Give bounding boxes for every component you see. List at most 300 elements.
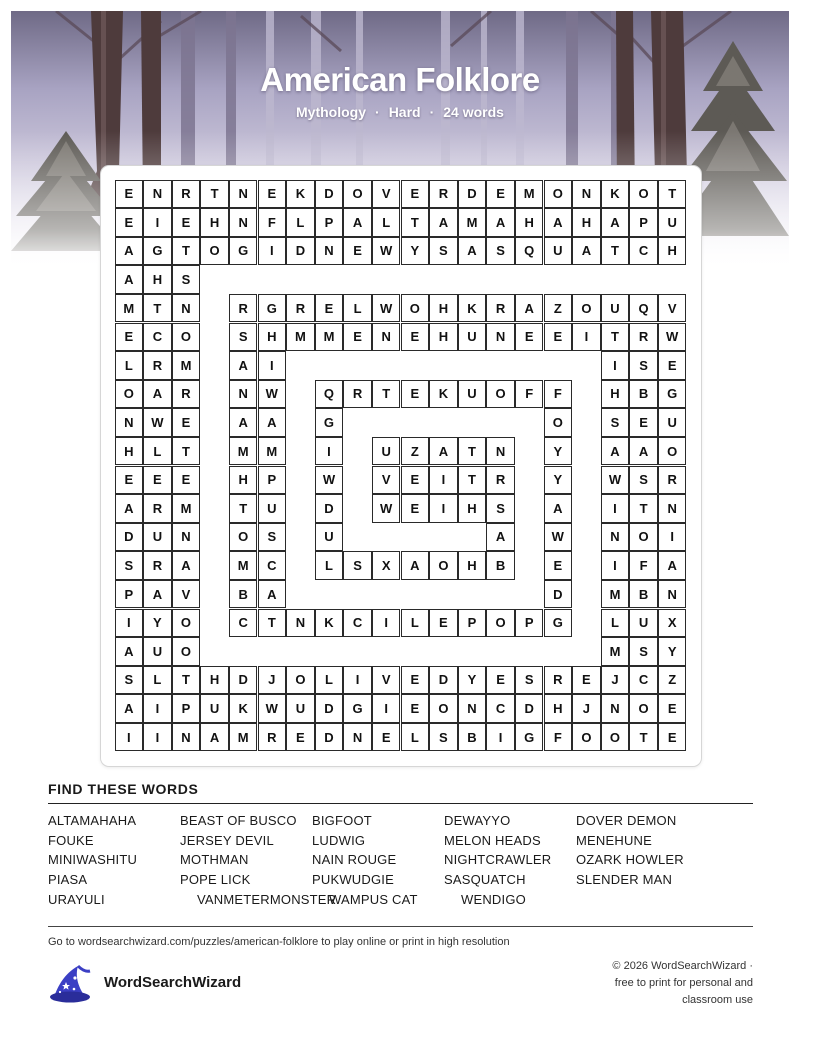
grid-cell[interactable]: O (200, 237, 229, 266)
grid-cell[interactable]: F (515, 380, 544, 409)
grid-cell[interactable]: H (658, 237, 687, 266)
grid-cell[interactable]: I (143, 723, 172, 752)
grid-cell[interactable]: R (429, 180, 458, 209)
grid-cell[interactable]: N (658, 580, 687, 609)
grid-cell[interactable]: U (200, 694, 229, 723)
grid-cell[interactable]: N (372, 323, 401, 352)
grid-cell[interactable]: R (486, 466, 515, 495)
grid-cell[interactable]: E (629, 408, 658, 437)
grid-cell[interactable]: M (172, 351, 201, 380)
grid-cell[interactable]: I (115, 609, 144, 638)
grid-cell[interactable]: Z (401, 437, 430, 466)
grid-cell[interactable]: W (372, 237, 401, 266)
grid-cell[interactable]: N (172, 294, 201, 323)
grid-cell[interactable]: D (229, 666, 258, 695)
grid-cell[interactable]: H (429, 294, 458, 323)
grid-cell[interactable]: I (486, 723, 515, 752)
grid-cell[interactable]: O (115, 380, 144, 409)
grid-cell[interactable]: I (258, 351, 287, 380)
grid-cell[interactable]: I (258, 237, 287, 266)
grid-cell[interactable]: O (429, 551, 458, 580)
grid-cell[interactable]: D (115, 523, 144, 552)
grid-cell[interactable]: R (172, 180, 201, 209)
grid-cell[interactable]: I (343, 666, 372, 695)
grid-cell[interactable]: M (258, 437, 287, 466)
grid-cell[interactable]: A (486, 523, 515, 552)
grid-cell[interactable]: U (458, 323, 487, 352)
grid-cell[interactable]: R (229, 294, 258, 323)
grid-cell[interactable]: E (658, 694, 687, 723)
grid-cell[interactable]: A (172, 551, 201, 580)
grid-cell[interactable]: U (658, 408, 687, 437)
grid-cell[interactable]: P (629, 208, 658, 237)
grid-cell[interactable]: E (115, 323, 144, 352)
grid-cell[interactable]: O (572, 294, 601, 323)
grid-cell[interactable]: T (601, 237, 630, 266)
grid-cell[interactable]: E (372, 723, 401, 752)
grid-cell[interactable]: K (601, 180, 630, 209)
grid-cell[interactable]: Q (515, 237, 544, 266)
grid-cell[interactable]: M (601, 637, 630, 666)
grid-cell[interactable]: I (372, 694, 401, 723)
grid-cell[interactable]: O (229, 523, 258, 552)
grid-cell[interactable]: M (229, 723, 258, 752)
grid-cell[interactable]: E (401, 180, 430, 209)
grid-cell[interactable]: P (115, 580, 144, 609)
grid-cell[interactable]: N (229, 180, 258, 209)
grid-cell[interactable]: F (544, 380, 573, 409)
grid-cell[interactable]: N (172, 723, 201, 752)
grid-cell[interactable]: L (115, 351, 144, 380)
grid-cell[interactable]: B (229, 580, 258, 609)
grid-cell[interactable]: H (572, 208, 601, 237)
grid-cell[interactable]: L (343, 294, 372, 323)
grid-cell[interactable]: S (629, 351, 658, 380)
grid-cell[interactable]: N (315, 237, 344, 266)
grid-cell[interactable]: H (544, 694, 573, 723)
grid-cell[interactable]: U (143, 523, 172, 552)
grid-cell[interactable]: D (315, 180, 344, 209)
grid-cell[interactable]: E (401, 666, 430, 695)
grid-cell[interactable]: E (515, 323, 544, 352)
grid-cell[interactable]: O (486, 609, 515, 638)
grid-cell[interactable]: A (601, 437, 630, 466)
grid-cell[interactable]: Y (544, 466, 573, 495)
grid-cell[interactable]: U (601, 294, 630, 323)
grid-cell[interactable]: T (258, 609, 287, 638)
grid-cell[interactable]: P (458, 609, 487, 638)
grid-cell[interactable]: A (343, 208, 372, 237)
grid-cell[interactable]: O (172, 323, 201, 352)
grid-cell[interactable]: E (172, 408, 201, 437)
grid-cell[interactable]: S (115, 551, 144, 580)
grid-cell[interactable]: E (143, 466, 172, 495)
grid-cell[interactable]: D (315, 694, 344, 723)
grid-cell[interactable]: W (658, 323, 687, 352)
grid-cell[interactable]: A (143, 380, 172, 409)
grid-cell[interactable]: C (629, 237, 658, 266)
grid-cell[interactable]: V (172, 580, 201, 609)
grid-cell[interactable]: F (544, 723, 573, 752)
grid-cell[interactable]: E (401, 494, 430, 523)
grid-cell[interactable]: E (286, 723, 315, 752)
grid-cell[interactable]: N (343, 723, 372, 752)
grid-cell[interactable]: T (601, 323, 630, 352)
grid-cell[interactable]: H (429, 323, 458, 352)
grid-cell[interactable]: U (315, 523, 344, 552)
grid-cell[interactable]: T (172, 437, 201, 466)
grid-cell[interactable]: T (372, 380, 401, 409)
grid-cell[interactable]: W (315, 466, 344, 495)
grid-cell[interactable]: N (115, 408, 144, 437)
grid-cell[interactable]: Q (629, 294, 658, 323)
grid-cell[interactable]: R (143, 351, 172, 380)
grid-cell[interactable]: M (315, 323, 344, 352)
grid-cell[interactable]: E (401, 466, 430, 495)
grid-cell[interactable]: G (658, 380, 687, 409)
grid-cell[interactable]: M (229, 551, 258, 580)
grid-cell[interactable]: D (544, 580, 573, 609)
grid-cell[interactable]: E (486, 666, 515, 695)
grid-cell[interactable]: W (258, 694, 287, 723)
grid-cell[interactable]: O (172, 609, 201, 638)
grid-cell[interactable]: G (258, 294, 287, 323)
grid-cell[interactable]: O (601, 723, 630, 752)
grid-cell[interactable]: O (172, 637, 201, 666)
grid-cell[interactable]: E (429, 609, 458, 638)
grid-cell[interactable]: S (115, 666, 144, 695)
grid-cell[interactable]: O (401, 294, 430, 323)
grid-cell[interactable]: I (429, 466, 458, 495)
grid-cell[interactable]: A (486, 208, 515, 237)
grid-cell[interactable]: W (601, 466, 630, 495)
grid-cell[interactable]: T (629, 723, 658, 752)
grid-cell[interactable]: A (629, 437, 658, 466)
grid-cell[interactable]: W (143, 408, 172, 437)
grid-cell[interactable]: O (544, 408, 573, 437)
grid-cell[interactable]: M (172, 494, 201, 523)
grid-cell[interactable]: E (172, 208, 201, 237)
grid-cell[interactable]: T (172, 666, 201, 695)
grid-cell[interactable]: I (143, 694, 172, 723)
grid-cell[interactable]: L (401, 609, 430, 638)
grid-cell[interactable]: S (515, 666, 544, 695)
grid-cell[interactable]: P (258, 466, 287, 495)
grid-cell[interactable]: T (458, 437, 487, 466)
grid-cell[interactable]: C (258, 551, 287, 580)
grid-cell[interactable]: L (401, 723, 430, 752)
grid-cell[interactable]: L (286, 208, 315, 237)
grid-cell[interactable]: I (429, 494, 458, 523)
grid-cell[interactable]: E (343, 323, 372, 352)
grid-cell[interactable]: G (143, 237, 172, 266)
grid-cell[interactable]: U (658, 208, 687, 237)
grid-cell[interactable]: R (172, 380, 201, 409)
grid-cell[interactable]: O (572, 723, 601, 752)
grid-cell[interactable]: N (601, 694, 630, 723)
grid-cell[interactable]: L (143, 437, 172, 466)
grid-cell[interactable]: S (429, 723, 458, 752)
grid-cell[interactable]: M (115, 294, 144, 323)
grid-cell[interactable]: N (229, 208, 258, 237)
grid-cell[interactable]: B (629, 580, 658, 609)
grid-cell[interactable]: N (601, 523, 630, 552)
grid-cell[interactable]: U (458, 380, 487, 409)
grid-cell[interactable]: H (115, 437, 144, 466)
grid-cell[interactable]: A (115, 637, 144, 666)
grid-cell[interactable]: A (115, 494, 144, 523)
grid-cell[interactable]: Q (315, 380, 344, 409)
grid-cell[interactable]: H (258, 323, 287, 352)
grid-cell[interactable]: R (258, 723, 287, 752)
grid-cell[interactable]: S (229, 323, 258, 352)
grid-cell[interactable]: C (629, 666, 658, 695)
grid-cell[interactable]: A (429, 437, 458, 466)
grid-cell[interactable]: H (458, 551, 487, 580)
grid-cell[interactable]: D (458, 180, 487, 209)
grid-cell[interactable]: R (486, 294, 515, 323)
grid-cell[interactable]: R (343, 380, 372, 409)
grid-cell[interactable]: A (601, 208, 630, 237)
grid-cell[interactable]: R (143, 551, 172, 580)
grid-cell[interactable]: F (629, 551, 658, 580)
grid-cell[interactable]: J (572, 694, 601, 723)
grid-cell[interactable]: A (458, 237, 487, 266)
grid-cell[interactable]: C (229, 609, 258, 638)
grid-cell[interactable]: C (143, 323, 172, 352)
grid-cell[interactable]: N (143, 180, 172, 209)
grid-cell[interactable]: B (486, 551, 515, 580)
grid-cell[interactable]: E (401, 323, 430, 352)
grid-cell[interactable]: G (315, 408, 344, 437)
grid-cell[interactable]: S (429, 237, 458, 266)
grid-cell[interactable]: E (115, 180, 144, 209)
grid-cell[interactable]: I (143, 208, 172, 237)
grid-cell[interactable]: A (401, 551, 430, 580)
grid-cell[interactable]: A (115, 694, 144, 723)
grid-cell[interactable]: A (658, 551, 687, 580)
grid-cell[interactable]: E (115, 208, 144, 237)
grid-cell[interactable]: L (601, 609, 630, 638)
grid-cell[interactable]: S (343, 551, 372, 580)
grid-cell[interactable]: H (200, 208, 229, 237)
grid-cell[interactable]: E (172, 466, 201, 495)
grid-cell[interactable]: A (258, 408, 287, 437)
grid-cell[interactable]: E (544, 551, 573, 580)
grid-cell[interactable]: N (486, 323, 515, 352)
grid-cell[interactable]: R (544, 666, 573, 695)
grid-cell[interactable]: U (286, 694, 315, 723)
grid-cell[interactable]: W (372, 294, 401, 323)
grid-cell[interactable]: A (544, 494, 573, 523)
grid-cell[interactable]: M (229, 437, 258, 466)
grid-cell[interactable]: V (372, 180, 401, 209)
grid-cell[interactable]: I (315, 437, 344, 466)
grid-cell[interactable]: G (229, 237, 258, 266)
grid-cell[interactable]: U (629, 609, 658, 638)
grid-cell[interactable]: A (429, 208, 458, 237)
grid-cell[interactable]: A (258, 580, 287, 609)
grid-cell[interactable]: E (658, 723, 687, 752)
grid-cell[interactable]: N (286, 609, 315, 638)
grid-cell[interactable]: R (286, 294, 315, 323)
grid-cell[interactable]: V (372, 666, 401, 695)
grid-cell[interactable]: T (458, 466, 487, 495)
grid-cell[interactable]: P (315, 208, 344, 237)
grid-cell[interactable]: J (601, 666, 630, 695)
grid-cell[interactable]: N (172, 523, 201, 552)
grid-cell[interactable]: T (401, 208, 430, 237)
grid-cell[interactable]: T (229, 494, 258, 523)
grid-cell[interactable]: M (286, 323, 315, 352)
grid-cell[interactable]: K (286, 180, 315, 209)
grid-cell[interactable]: E (658, 351, 687, 380)
grid-cell[interactable]: D (429, 666, 458, 695)
grid-cell[interactable]: T (629, 494, 658, 523)
grid-cell[interactable]: N (658, 494, 687, 523)
grid-cell[interactable]: X (372, 551, 401, 580)
grid-cell[interactable]: I (372, 609, 401, 638)
grid-cell[interactable]: P (172, 694, 201, 723)
grid-cell[interactable]: T (200, 180, 229, 209)
grid-cell[interactable]: T (658, 180, 687, 209)
grid-cell[interactable]: E (486, 180, 515, 209)
grid-cell[interactable]: H (143, 265, 172, 294)
grid-cell[interactable]: I (572, 323, 601, 352)
grid-cell[interactable]: K (429, 380, 458, 409)
grid-cell[interactable]: I (601, 494, 630, 523)
grid-cell[interactable]: S (172, 265, 201, 294)
grid-cell[interactable]: S (486, 494, 515, 523)
grid-cell[interactable]: B (629, 380, 658, 409)
grid-cell[interactable]: Y (544, 437, 573, 466)
grid-cell[interactable]: G (343, 694, 372, 723)
grid-cell[interactable]: B (458, 723, 487, 752)
grid-cell[interactable]: F (258, 208, 287, 237)
grid-cell[interactable]: C (486, 694, 515, 723)
grid-cell[interactable]: O (629, 694, 658, 723)
grid-cell[interactable]: M (515, 180, 544, 209)
grid-cell[interactable]: I (115, 723, 144, 752)
grid-cell[interactable]: H (601, 380, 630, 409)
grid-cell[interactable]: A (143, 580, 172, 609)
grid-cell[interactable]: L (372, 208, 401, 237)
grid-cell[interactable]: M (601, 580, 630, 609)
grid-cell[interactable]: H (515, 208, 544, 237)
grid-cell[interactable]: Y (658, 637, 687, 666)
grid-cell[interactable]: A (200, 723, 229, 752)
grid-cell[interactable]: I (601, 551, 630, 580)
grid-cell[interactable]: E (401, 380, 430, 409)
grid-cell[interactable]: Z (658, 666, 687, 695)
grid-cell[interactable]: L (315, 551, 344, 580)
grid-cell[interactable]: A (115, 265, 144, 294)
grid-cell[interactable]: E (572, 666, 601, 695)
grid-cell[interactable]: M (458, 208, 487, 237)
grid-cell[interactable]: E (115, 466, 144, 495)
grid-cell[interactable]: O (544, 180, 573, 209)
grid-cell[interactable]: S (629, 466, 658, 495)
grid-cell[interactable]: O (629, 523, 658, 552)
grid-cell[interactable]: Y (401, 237, 430, 266)
grid-cell[interactable]: P (515, 609, 544, 638)
grid-cell[interactable]: H (200, 666, 229, 695)
grid-cell[interactable]: A (229, 351, 258, 380)
grid-cell[interactable]: A (544, 208, 573, 237)
grid-cell[interactable]: L (143, 666, 172, 695)
grid-cell[interactable]: V (658, 294, 687, 323)
grid-cell[interactable]: D (515, 694, 544, 723)
grid-cell[interactable]: D (286, 237, 315, 266)
grid-cell[interactable]: T (172, 237, 201, 266)
grid-cell[interactable]: N (229, 380, 258, 409)
grid-cell[interactable]: T (143, 294, 172, 323)
grid-cell[interactable]: W (258, 380, 287, 409)
grid-cell[interactable]: N (486, 437, 515, 466)
grid-cell[interactable]: K (229, 694, 258, 723)
grid-cell[interactable]: O (486, 380, 515, 409)
grid-cell[interactable]: U (143, 637, 172, 666)
grid-cell[interactable]: O (286, 666, 315, 695)
grid-cell[interactable]: I (601, 351, 630, 380)
grid-cell[interactable]: A (229, 408, 258, 437)
grid-cell[interactable]: N (572, 180, 601, 209)
grid-cell[interactable]: S (486, 237, 515, 266)
grid-cell[interactable]: O (658, 437, 687, 466)
grid-cell[interactable]: S (601, 408, 630, 437)
grid-cell[interactable]: D (315, 723, 344, 752)
grid-cell[interactable]: I (658, 523, 687, 552)
grid-cell[interactable]: Y (458, 666, 487, 695)
grid-cell[interactable]: Z (544, 294, 573, 323)
grid-cell[interactable]: S (629, 637, 658, 666)
grid-cell[interactable]: A (572, 237, 601, 266)
grid-cell[interactable]: E (315, 294, 344, 323)
grid-cell[interactable]: N (458, 694, 487, 723)
grid-cell[interactable]: H (229, 466, 258, 495)
grid-cell[interactable]: U (544, 237, 573, 266)
grid-cell[interactable]: E (401, 694, 430, 723)
grid-cell[interactable]: D (315, 494, 344, 523)
grid-cell[interactable]: K (458, 294, 487, 323)
grid-cell[interactable]: S (258, 523, 287, 552)
grid-cell[interactable]: K (315, 609, 344, 638)
grid-cell[interactable]: E (343, 237, 372, 266)
grid-cell[interactable]: O (629, 180, 658, 209)
grid-cell[interactable]: E (544, 323, 573, 352)
grid-cell[interactable]: G (515, 723, 544, 752)
grid-cell[interactable]: X (658, 609, 687, 638)
grid-cell[interactable]: J (258, 666, 287, 695)
grid-cell[interactable]: A (515, 294, 544, 323)
grid-cell[interactable]: R (143, 494, 172, 523)
grid-cell[interactable]: O (429, 694, 458, 723)
grid-cell[interactable]: H (458, 494, 487, 523)
grid-cell[interactable]: C (343, 609, 372, 638)
grid-cell[interactable]: O (343, 180, 372, 209)
grid-cell[interactable]: E (258, 180, 287, 209)
grid-cell[interactable]: U (372, 437, 401, 466)
grid-cell[interactable]: W (372, 494, 401, 523)
grid-cell[interactable]: R (629, 323, 658, 352)
grid-cell[interactable]: G (544, 609, 573, 638)
grid-cell[interactable]: V (372, 466, 401, 495)
grid-cell[interactable]: L (315, 666, 344, 695)
grid-cell[interactable]: R (658, 466, 687, 495)
grid-cell[interactable]: U (258, 494, 287, 523)
grid-cell[interactable]: W (544, 523, 573, 552)
grid-cell[interactable]: A (115, 237, 144, 266)
